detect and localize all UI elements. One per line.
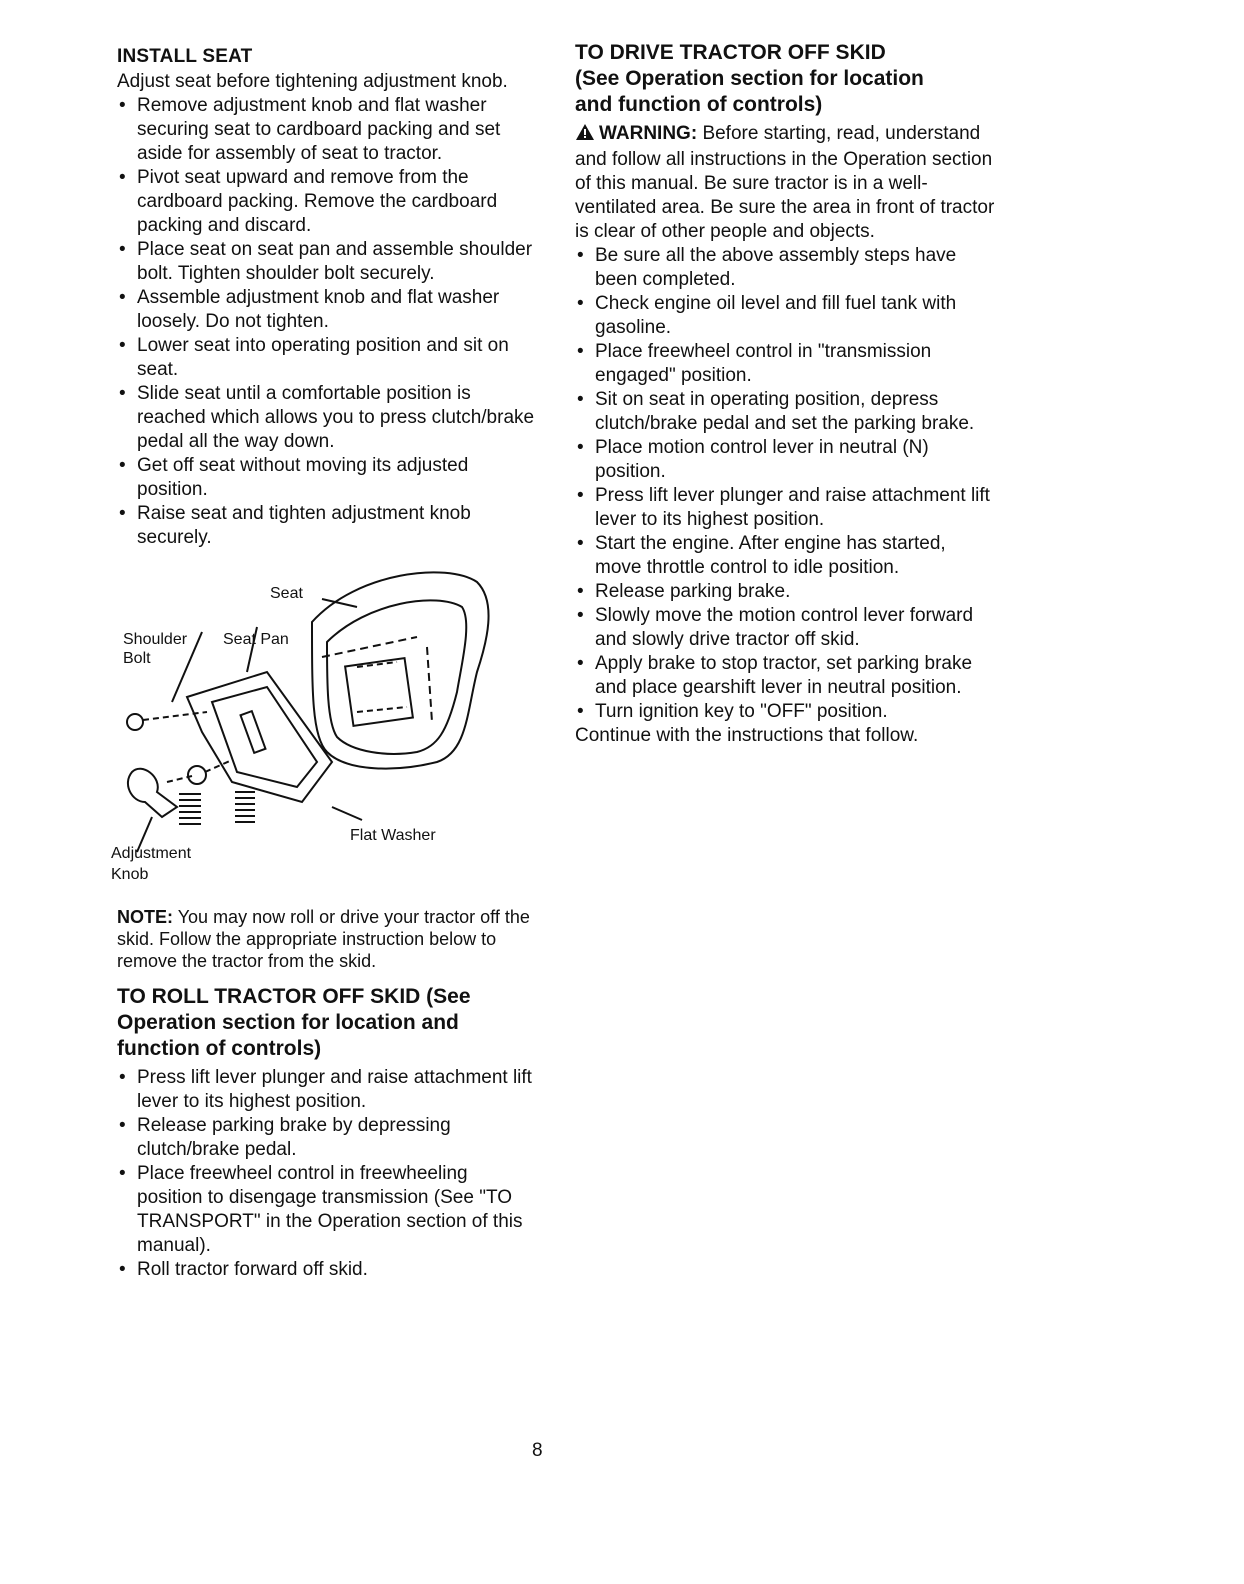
list-item: • Place freewheel control in freewheeling position to disengage transmission (See "TO TRANSPORT" in the Operation section of this manual). (117, 1162, 537, 1258)
label-adjustment-knob-2: Knob (111, 866, 149, 883)
drive-off-heading-line-3: and function of controls) (575, 93, 823, 116)
note-text: You may now roll or drive your tractor off the skid. Follow the appropriate instruction below to remove the tractor from the skid. (117, 907, 530, 971)
note-label: NOTE: (117, 907, 173, 927)
roll-off-heading-line-3: function of controls) (117, 1037, 322, 1060)
label-shoulder-bolt-2: Bolt (123, 650, 151, 667)
label-shoulder-bolt-1: Shoulder (123, 631, 188, 648)
list-item: • Place seat on seat pan and assemble shoulder bolt. Tighten shoulder bolt securely. (117, 238, 537, 286)
adjustment-knob-shape (128, 769, 177, 817)
roll-off-heading-line-1: TO ROLL TRACTOR OFF SKID (See (117, 985, 471, 1008)
list-item: • Place freewheel control in "transmission engaged" position. (575, 340, 995, 388)
drive-off-heading (575, 40, 995, 118)
list-item: • Be sure all the above assembly steps have been completed. (575, 244, 995, 292)
list-item: • Get off seat without moving its adjusted position. (117, 454, 537, 502)
list-item: • Sit on seat in operating position, depress clutch/brake pedal and set the parking brake. (575, 388, 995, 436)
install-seat-heading: INSTALL SEAT (117, 46, 253, 67)
install-seat-steps (117, 94, 537, 550)
left-column (111, 40, 537, 1282)
list-item: • Assemble adjustment knob and flat washer loosely. Do not tighten. (117, 286, 537, 334)
note-paragraph (117, 906, 537, 972)
list-item: • Check engine oil level and fill fuel tank with gasoline. (575, 292, 995, 340)
warning-paragraph (575, 122, 995, 244)
list-item: • Apply brake to stop tractor, set parking brake and place gearshift lever in neutral position. (575, 652, 995, 700)
list-item: • Raise seat and tighten adjustment knob securely. (117, 502, 537, 550)
list-item: • Place motion control lever in neutral (N) position. (575, 436, 995, 484)
install-seat-intro: Adjust seat before tightening adjustment knob. (117, 71, 508, 92)
seat-pan-shape (187, 672, 332, 802)
closing-text: Continue with the instructions that follow. (575, 725, 919, 746)
warning-triangle-icon (575, 123, 595, 148)
roll-off-heading (117, 984, 537, 1062)
list-item: • Pivot seat upward and remove from the cardboard packing. Remove the cardboard packing and discard. (117, 166, 537, 238)
list-item: • Lower seat into operating position and sit on seat. (117, 334, 537, 382)
spring-right (235, 792, 255, 822)
seat-assembly-figure (111, 562, 537, 902)
roll-off-heading-line-2: Operation section for location and (117, 1011, 459, 1034)
list-item: • Turn ignition key to "OFF" position. (575, 700, 995, 724)
list-item: • Slide seat until a comfortable position is reached which allows you to press clutch/brake pedal all the way down. (117, 382, 537, 454)
label-flat-washer: Flat Washer (350, 827, 436, 844)
list-item: • Remove adjustment knob and flat washer securing seat to cardboard packing and set aside for assembly of seat to tractor. (117, 94, 537, 166)
warning-text: Before starting, read, understand and follow all instructions in the Operation section of this manual. Be sure tractor is in a well-ventilated area. Be sure the area in front of tractor is clear of other people and objects. (575, 123, 995, 242)
warning-label: WARNING: (599, 123, 698, 144)
label-adjustment-knob-1: Adjustment (111, 845, 192, 862)
list-item: • Roll tractor forward off skid. (117, 1258, 537, 1282)
list-item: • Press lift lever plunger and raise attachment lift lever to its highest position. (117, 1066, 537, 1114)
roll-off-steps (117, 1066, 537, 1282)
page-number: 8 (532, 1440, 543, 1461)
label-seat: Seat (270, 585, 303, 602)
label-seat-pan: Seat Pan (223, 631, 289, 648)
spring-left (179, 794, 201, 824)
list-item: • Start the engine. After engine has started, move throttle control to idle position. (575, 532, 995, 580)
drive-off-heading-line-1: TO DRIVE TRACTOR OFF SKID (575, 41, 886, 64)
drive-off-steps (575, 244, 995, 724)
list-item: • Slowly move the motion control lever forward and slowly drive tractor off skid. (575, 604, 995, 652)
list-item: • Release parking brake. (575, 580, 995, 604)
list-item: • Press lift lever plunger and raise attachment lift lever to its highest position. (575, 484, 995, 532)
list-item: • Release parking brake by depressing clutch/brake pedal. (117, 1114, 537, 1162)
right-column (575, 40, 995, 748)
drive-off-heading-line-2: (See Operation section for location (575, 67, 924, 90)
